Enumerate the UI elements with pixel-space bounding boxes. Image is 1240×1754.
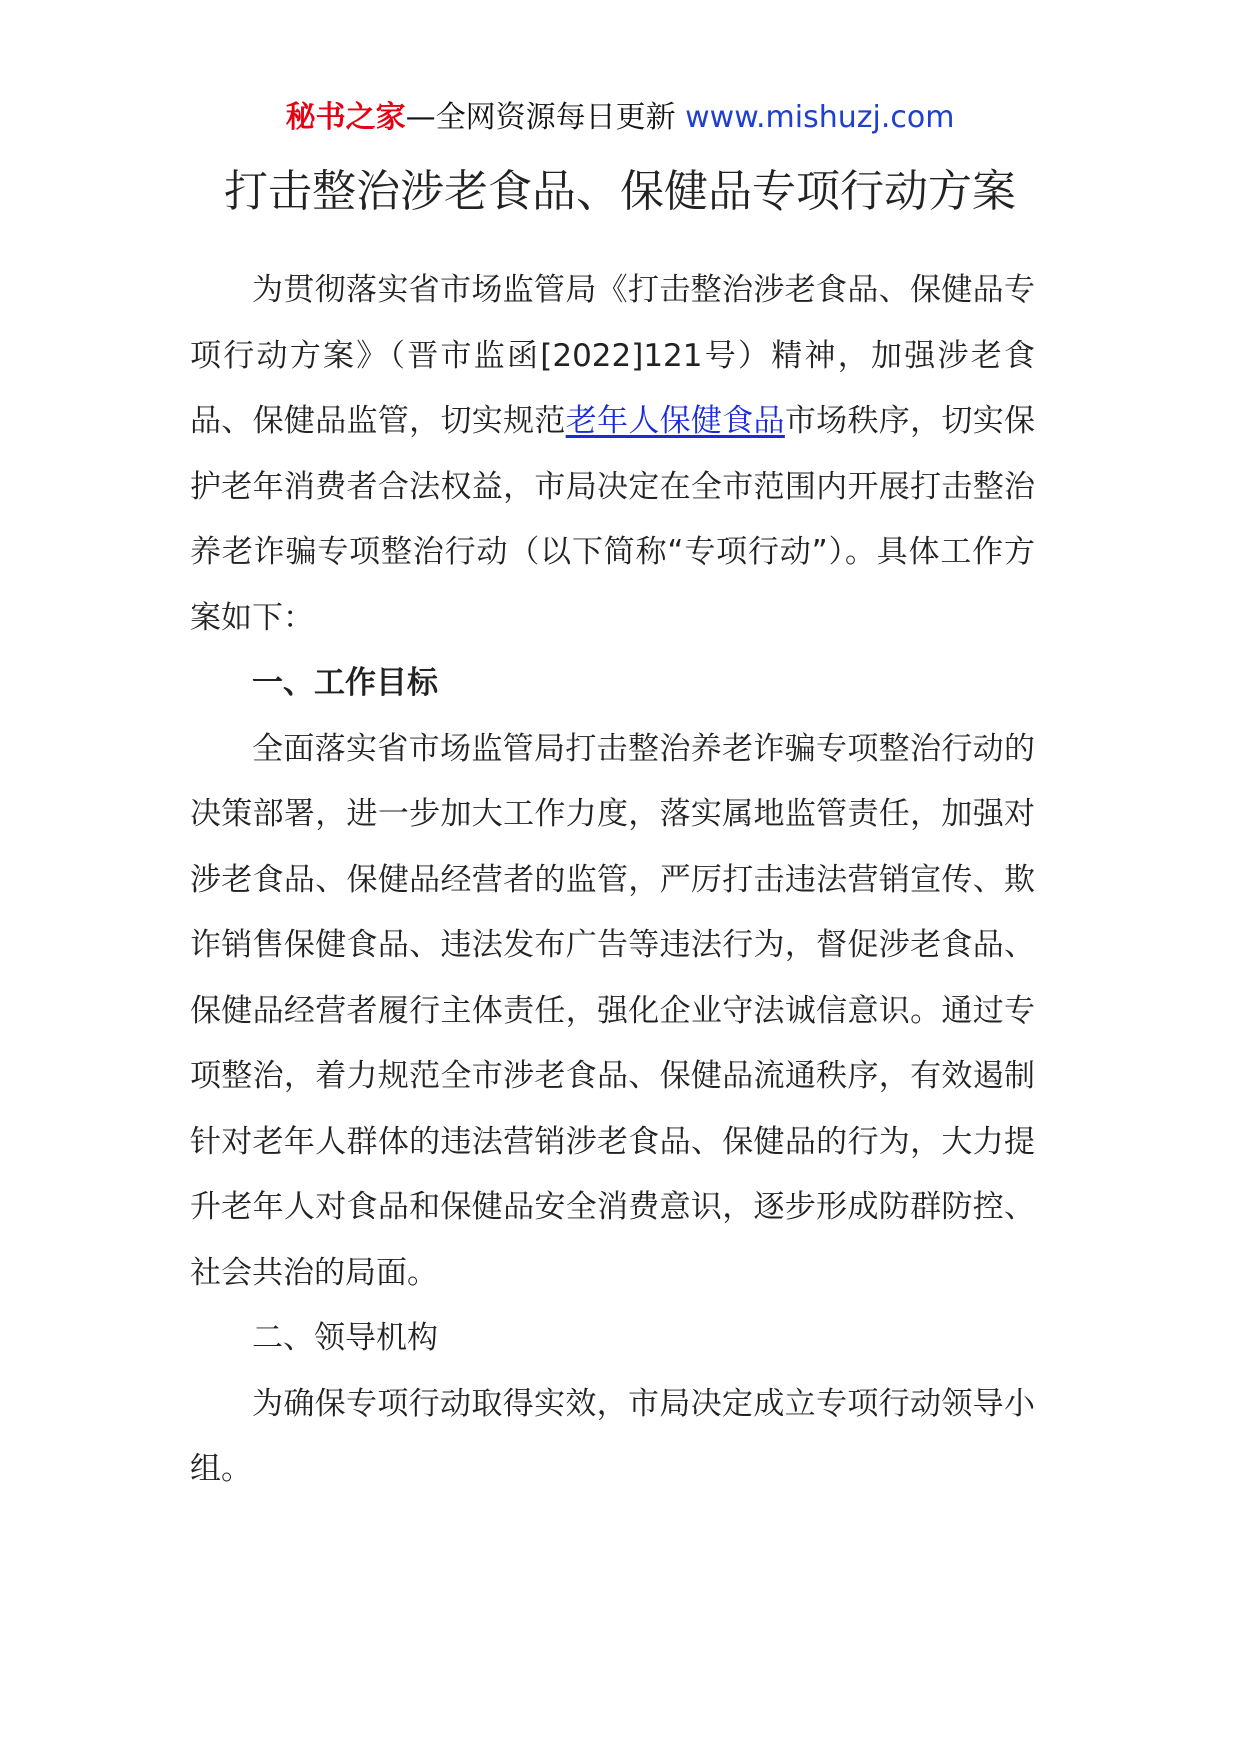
- section-heading-goals: 一、工作目标: [252, 665, 438, 701]
- intro-paragraph: [190, 258, 1035, 651]
- section-body-leadership: 为确保专项行动取得实效，市局决定成立专项行动领导小组。: [190, 1385, 1035, 1487]
- site-banner: [0, 98, 1240, 138]
- document-body: [190, 258, 1035, 1503]
- section-heading-leadership: 二、领导机构: [252, 1320, 438, 1356]
- intro-text-after-link: 市场秩序，切实保护老年消费者合法权益，市局决定在全市范围内开展打击整治养老诈骗专项整治行动（以下简称“专项行动”）。具体工作方案如下：: [190, 403, 1036, 636]
- document-title: 打击整治涉老食品、保健品专项行动方案: [224, 166, 1016, 217]
- brand-name: 秘书之家: [285, 100, 406, 135]
- site-url[interactable]: www.mishuzj.com: [685, 100, 955, 135]
- section-body-goals: 全面落实省市场监管局打击整治养老诈骗专项整治行动的决策部署，进一步加大工作力度，落实属地监管责任，加强对涉老食品、保健品经营者的监管，严厉打击违法营销宣传、欺诈销售保健食品、违法发布广告等违法行为，督促涉老食品、保健品经营者履行主体责任，强化企业守法诚信意识。通过专项整治，着力规范全市涉老食品、保健品流通秩序，有效遏制针对老年人群体的违法营销涉老食品、保健品的行为，大力提升老年人对食品和保健品安全消费意识，逐步形成防群防控、社会共治的局面。: [190, 730, 1035, 1291]
- elderly-health-food-link[interactable]: 老年人保健食品: [565, 403, 785, 439]
- intro-text-before-link: 为贯彻落实省市场监管局《打击整治涉老食品、保健品专项行动方案》（晋市监函[2022]121号）精神，加强涉老食品、保健品监管，切实规范: [190, 272, 1035, 439]
- banner-slogan: —全网资源每日更新: [405, 100, 676, 135]
